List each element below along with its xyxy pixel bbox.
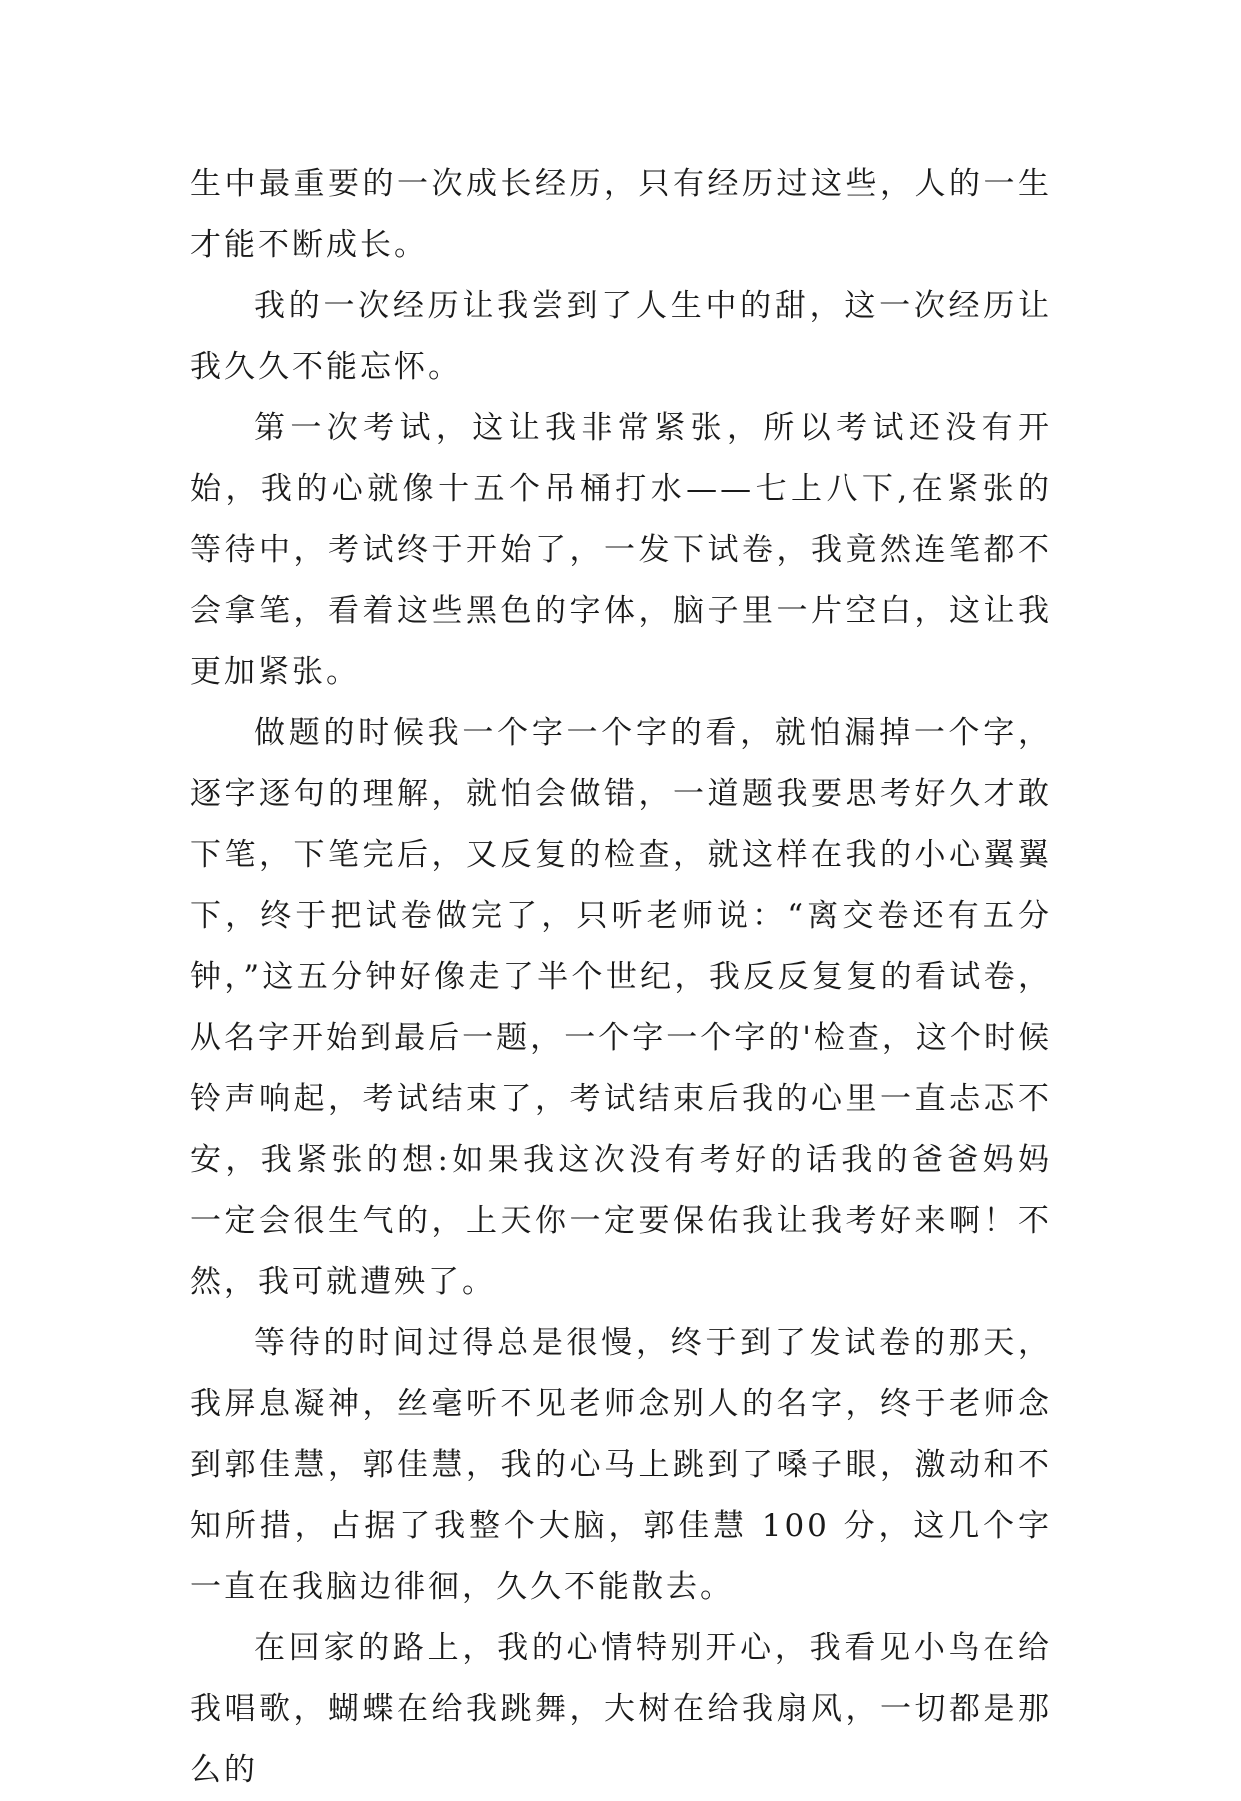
paragraph-5: 等待的时间过得总是很慢，终于到了发试卷的那天，我屏息凝神，丝毫听不见老师念别人的名字，终于老师念到郭佳慧，郭佳慧，我的心马上跳到了嗓子眼，激动和不知所措，占据了我整个大脑，郭佳慧 100 分，这几个字一直在我脑边徘徊，久久不能散去。 bbox=[190, 1325, 1052, 1605]
paragraph-2: 我的一次经历让我尝到了人生中的甜，这一次经历让我久久不能忘怀。 bbox=[190, 288, 1052, 385]
paragraph-1: 生中最重要的一次成长经历，只有经历过这些，人的一生才能不断成长。 bbox=[190, 166, 1052, 263]
paragraph-6: 在回家的路上，我的心情特别开心，我看见小鸟在给我唱歌，蝴蝶在给我跳舞，大树在给我扇风，一切都是那么的 bbox=[190, 1630, 1052, 1788]
paragraph-3: 第一次考试，这让我非常紧张，所以考试还没有开始，我的心就像十五个吊桶打水——七上八下,在紧张的等待中，考试终于开始了，一发下试卷，我竟然连笔都不会拿笔，看着这些黑色的字体，脑子里一片空白，这让我更加紧张。 bbox=[190, 410, 1052, 690]
document-body bbox=[190, 154, 1052, 1801]
paragraph-4: 做题的时候我一个字一个字的看，就怕漏掉一个字，逐字逐句的理解，就怕会做错，一道题我要思考好久才敢下笔，下笔完后，又反复的检查，就这样在我的小心翼翼下，终于把试卷做完了，只听老师说：“离交卷还有五分钟，”这五分钟好像走了半个世纪，我反反复复的看试卷，从名字开始到最后一题，一个字一个字的'检查，这个时候铃声响起，考试结束了，考试结束后我的心里一直忐忑不安，我紧张的想:如果我这次没有考好的话我的爸爸妈妈一定会很生气的，上天你一定要保佑我让我考好来啊！不然，我可就遭殃了。 bbox=[190, 715, 1052, 1300]
